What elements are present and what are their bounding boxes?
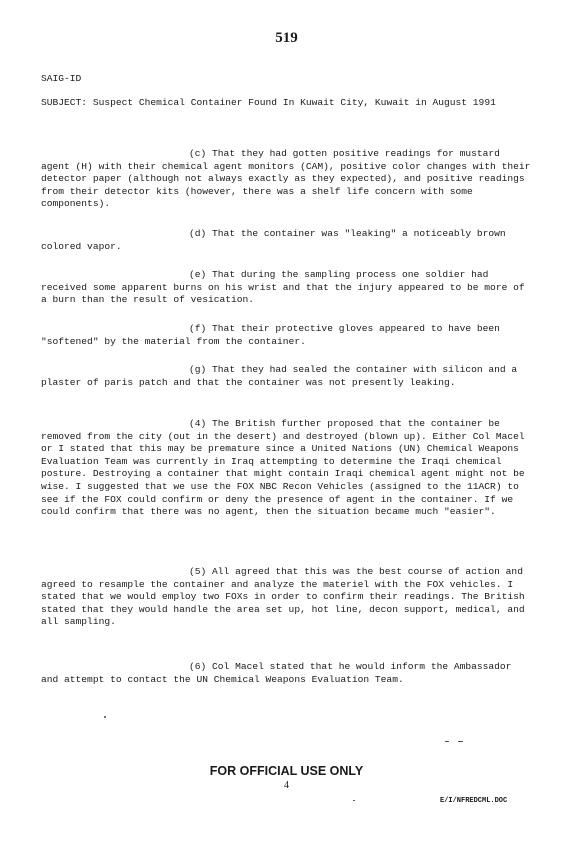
paragraph-marker: (f) — [189, 323, 207, 334]
paragraph-first-line: That the container was "leaking" a — [212, 228, 408, 239]
paragraph-body: noticeably brown colored vapor. — [41, 228, 506, 252]
paragraph-body: be removed from the city (out in the desert) and destroyed (blown up). Either Col Macel or I stated that this may be premature since a United Nations (UN) Chemical Weapons Evaluation Team was currently in Iraq attempting to determine the Iraqi chemical posture. Destroying a container that might contain Iraqi chemical agent might not be wise. I suggested that we use the FOX NBC Recon Vehicles (assigned to the 11ACR) to see if the FOX could confirm or deny the presence of agent in the container. If we could confirm that there was no agent, then the situation became much "easier". — [41, 418, 525, 518]
paragraph-first-line: That their protective gloves appeared to — [212, 323, 443, 334]
paragraph-body: silicon and a plaster of paris patch and that the container was not presently leaking. — [41, 364, 518, 388]
scan-speck — [104, 716, 106, 718]
classification-marking: FOR OFFICIAL USE ONLY — [209, 764, 364, 778]
paragraph-marker: (d) — [189, 228, 207, 239]
paragraph-marker: (e) — [189, 269, 207, 280]
paragraph-marker: (6) — [189, 661, 207, 672]
subject-text: Suspect Chemical Container Found In Kuwait City, Kuwait in August 1991 — [92, 97, 496, 108]
file-path: E/I/NFREDCML.DOC — [440, 797, 508, 805]
subject-line — [41, 97, 511, 110]
paragraph-body: had received some apparent burns on his wrist and that the injury appeared to be more of a burn than the result of vesication. — [41, 269, 525, 306]
paragraph-marker: (g) — [189, 364, 207, 375]
footer-page-number: 4 — [284, 780, 289, 791]
subject-label: SUBJECT: — [41, 97, 88, 108]
paragraph-body: have been "softened" by the material from the container. — [41, 323, 500, 347]
paragraph-e — [41, 269, 531, 307]
paragraph-marker: (4) — [189, 418, 207, 429]
paragraph-c — [41, 148, 531, 211]
paragraph-4 — [41, 418, 531, 519]
paragraph-first-line: The British further proposed that the container — [212, 418, 483, 429]
paragraph-first-line: Col Macel stated that he would inform the — [212, 661, 449, 672]
scan-speck — [353, 800, 355, 801]
office-symbol: SAIG-ID — [41, 73, 82, 84]
paragraph-body: mustard agent (H) with their chemical agent monitors (CAM), positive color changes with their detector paper (although not always exactly as they expected), and positive readings from their detector kits (however, there was a shelf life concern with some components). — [41, 148, 531, 210]
paragraph-body: Ambassador and attempt to contact the UN Chemical Weapons Evaluation Team. — [41, 661, 512, 685]
paragraph-f — [41, 323, 531, 348]
paragraph-first-line: All agreed that this was the best course of — [212, 566, 460, 577]
paragraph-first-line: That they had gotten positive readings for — [212, 148, 454, 159]
paragraph-6 — [41, 661, 531, 686]
paragraph-body: action and agreed to resample the container and analyze the materiel with the FOX vehicles. I stated that we would employ two FOXs in order to confirm their readings. The British stated that they would handle the area set up, hot line, decon support, medical, and all sampling. — [41, 566, 525, 628]
scan-speck — [445, 741, 449, 742]
scan-speck — [458, 741, 463, 742]
paragraph-marker: (c) — [189, 148, 207, 159]
page-number: 519 — [275, 30, 298, 46]
paragraph-marker: (5) — [189, 566, 207, 577]
paragraph-d — [41, 228, 531, 253]
paragraph-first-line: That they had sealed the container with — [212, 364, 437, 375]
paragraph-first-line: That during the sampling process one soldier — [212, 269, 466, 280]
paragraph-5 — [41, 566, 531, 629]
paragraph-g — [41, 364, 531, 389]
